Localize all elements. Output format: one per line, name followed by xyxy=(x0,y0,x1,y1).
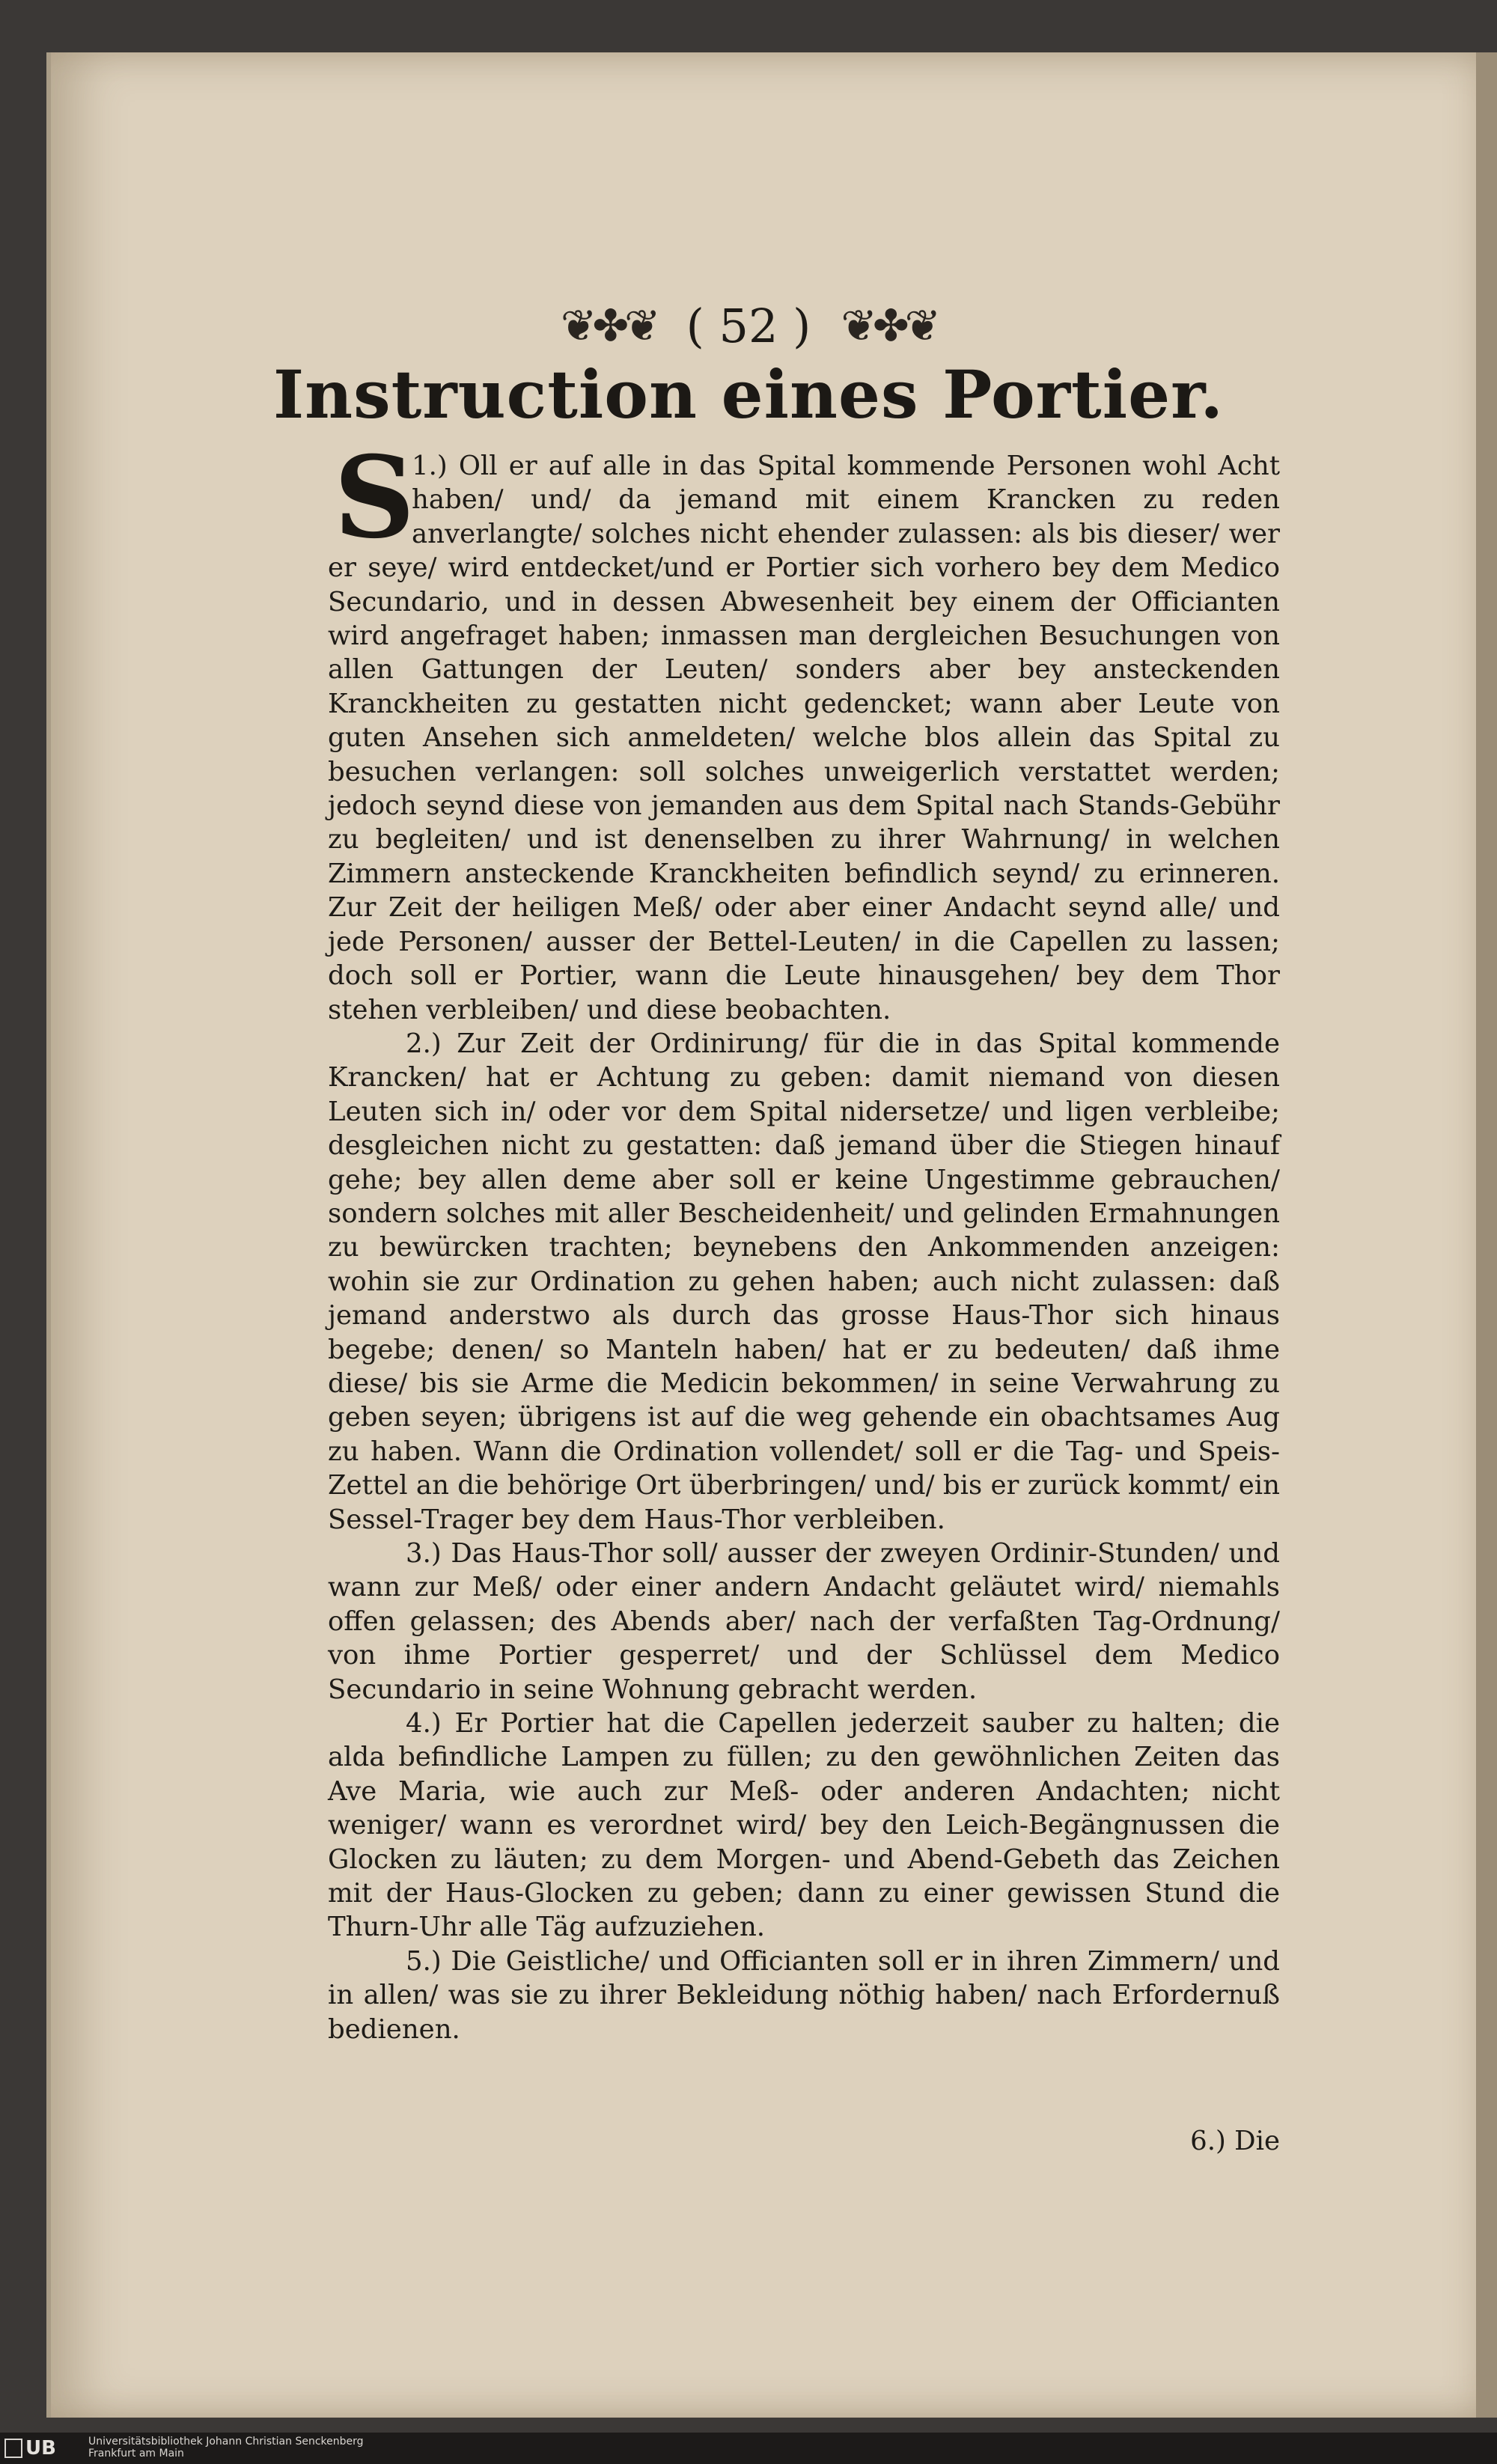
paragraph-text: Er Portier hat die Capellen jederzeit sauber zu halten; die alda befindliche Lampen zu füllen; zu den gewöhnlichen Zeiten das Ave Maria, wie auch zur Meß- oder anderen Andachten; nicht weniger/ wann es verordnet wird/ bey den Leich-Begängnussen die Glocken zu läuten; zu dem Morgen- und Abend-Gebeth das Zeichen mit der Haus-Glocken zu geben; dann zu einer gewissen Stund die Thurn-Uhr alle Täg aufzuziehen. xyxy=(328,1708,1280,1943)
catchword: 6.) Die xyxy=(1190,2126,1280,2156)
library-footer xyxy=(0,2433,1497,2464)
ornament-right-icon: ❦✤❦ xyxy=(841,300,937,351)
library-name-line2: Frankfurt am Main xyxy=(88,2448,184,2460)
drop-cap-initial: S xyxy=(334,432,415,564)
library-name xyxy=(88,2436,364,2460)
paragraph-2 xyxy=(328,1027,1280,1537)
paragraph-3 xyxy=(328,1537,1280,1707)
paragraph-number: 5.) xyxy=(406,1945,442,1977)
paragraph-1 xyxy=(328,432,1280,1027)
logo-text: UB xyxy=(25,2437,56,2460)
paragraph-text: Die Geistliche/ und Officianten soll er in ihren Zimmern/ und in allen/ was sie zu ihrer Bekleidung nöthig haben/ nach Erfordernuß bedienen. xyxy=(328,1945,1280,2045)
paragraph-text: Das Haus-Thor soll/ ausser der zweyen Ordinir-Stunden/ und wann zur Meß/ oder einer andern Andacht geläutet wird/ niemahls offen gelassen; des Abends aber/ nach der verfaßten Tag-Ordnung/ von ihme Portier gesperret/ und der Schlüssel dem Medico Secundario in seine Wohnung gebracht werden. xyxy=(328,1538,1280,1705)
paragraph-number: 4.) xyxy=(406,1708,442,1739)
ornament-left-icon: ❦✤❦ xyxy=(560,300,656,351)
paragraph-5 xyxy=(328,1945,1280,2046)
paragraph-text: Oll er auf alle in das Spital kommende Personen wohl Acht haben/ und/ da jemand mit einem Krancken zu reden anverlangte/ solches nicht ehender zulassen: als bis dieser/ wer er seye/ wird entdecket/und er Portier sich vorhero bey dem Medico Secundario, und in dessen Abwesenheit bey einem der Officianten wird angefraget haben; inmassen man dergleichen Besuchungen von allen Gattungen der Leuten/ sonders aber bey ansteckenden Kranckheiten zu gestatten nicht gedencket; wann aber Leute von guten Ansehen sich anmeldeten/ welche blos allein das Spital zu besuchen verlangen: soll solches unweigerlich verstattet werden; jedoch seynd diese von jemanden aus dem Spital nach Stands-Gebühr zu begleiten/ und ist denenselben zu ihrer Wahrnung/ in welchen Zimmern ansteckende Kranckheiten befindlich seynd/ zu erinneren. Zur Zeit der heiligen Meß/ oder aber einer Andacht seynd alle/ und jede Personen/ ausser der Bettel-Leuten/ in die Capellen zu lassen; doch soll er Portier, wann die Leute hinausgehen/ bey dem Thor stehen verbleiben/ und diese beobachten. xyxy=(328,451,1280,1025)
running-header xyxy=(0,284,1497,367)
paragraph-number: 3.) xyxy=(406,1538,442,1569)
paragraph-number: 1.) xyxy=(412,451,448,481)
logo-frame-icon xyxy=(4,2439,22,2458)
page-number: ( 52 ) xyxy=(686,298,811,353)
library-name-line1: Universitätsbibliothek Johann Christian Senckenberg xyxy=(88,2436,364,2448)
body-text xyxy=(328,432,1280,2046)
paragraph-number: 2.) xyxy=(406,1028,442,1059)
paragraph-text: Zur Zeit der Ordinirung/ für die in das Spital kommende Krancken/ hat er Achtung zu geben: damit niemand von diesen Leuten sich in/ oder vor dem Spital nidersetze/ und ligen verbleibe; desgleichen nicht zu gestatten: daß jemand über die Stiegen hinauf gehe; bey allen deme aber soll er keine Ungestimme gebrauchen/ sondern solches mit aller Bescheidenheit/ und gelinden Ermahnungen zu bewürcken trachten; beynebens den Ankommenden anzeigen: wohin sie zur Ordination zu gehen haben; auch nicht zulassen: daß jemand anderstwo als durch das grosse Haus-Thor sich hinaus begebe; denen/ so Manteln haben/ hat er zu bedeuten/ daß ihme diese/ bis sie Arme die Medicin bekommen/ in seine Verwahrung zu geben seyen; übrigens ist auf die weg gehende ein obachtsames Aug zu haben. Wann die Ordination vollendet/ soll er die Tag- und Speis-Zettel an die behörige Ort überbringen/ und/ bis er zurück kommt/ ein Sessel-Trager bey dem Haus-Thor verbleiben. xyxy=(328,1028,1280,1535)
library-logo xyxy=(4,2436,82,2460)
paragraph-4 xyxy=(328,1707,1280,1945)
page-title: Instruction eines Portier. xyxy=(272,356,1225,433)
